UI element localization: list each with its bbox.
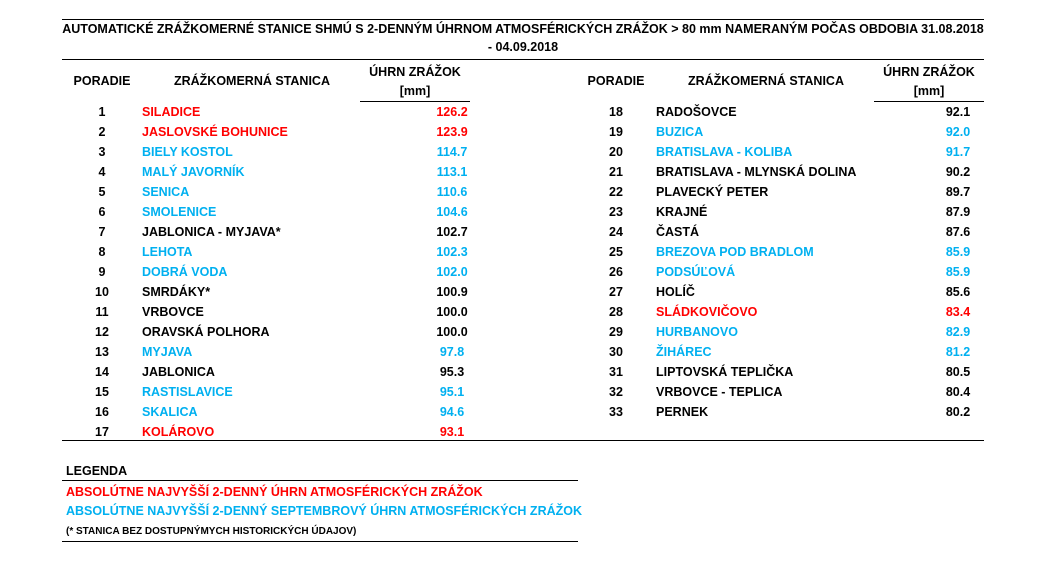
table-row xyxy=(576,362,1016,382)
table-row xyxy=(62,382,502,402)
legend-september: ABSOLÚTNE NAJVYŠŠÍ 2-DENNÝ SEPTEMBROVÝ ÚHRN ATMOSFÉRICKÝCH ZRÁŽOK xyxy=(66,504,583,518)
table-row xyxy=(62,262,502,282)
row-rank: 6 xyxy=(98,205,106,219)
row-value: 82.9 xyxy=(945,325,971,339)
table-row xyxy=(576,382,1016,402)
row-station: JABLONICA xyxy=(142,365,215,379)
table-row xyxy=(576,322,1016,342)
row-value: 100.9 xyxy=(436,285,468,299)
row-value: 80.2 xyxy=(945,405,971,419)
row-station: VRBOVCE xyxy=(142,305,204,319)
row-station: PERNEK xyxy=(656,405,709,419)
row-value: 95.3 xyxy=(439,365,465,379)
table-row xyxy=(576,342,1016,362)
row-station: MYJAVA xyxy=(142,345,193,359)
row-value: 90.2 xyxy=(945,165,971,179)
row-station: BUZICA xyxy=(656,125,704,139)
row-value: 80.5 xyxy=(945,365,971,379)
row-value: 89.7 xyxy=(945,185,971,199)
table-row xyxy=(62,402,502,422)
row-value: 113.1 xyxy=(436,165,468,179)
table-row xyxy=(62,202,502,222)
row-rank: 12 xyxy=(95,325,109,339)
row-station: SMRDÁKY* xyxy=(142,285,211,299)
left-header-station: ZRÁŽKOMERNÁ STANICA xyxy=(173,74,330,88)
left-header-unit: [mm] xyxy=(399,84,431,98)
row-value: 104.6 xyxy=(436,205,468,219)
row-rank: 24 xyxy=(609,225,623,239)
row-value: 85.6 xyxy=(945,285,971,299)
table-row xyxy=(62,142,502,162)
table-row xyxy=(62,282,502,302)
table-row xyxy=(576,102,1016,122)
row-station: HOLÍČ xyxy=(656,285,695,299)
row-value: 91.7 xyxy=(945,145,971,159)
table-row xyxy=(62,302,502,322)
table-row xyxy=(62,182,502,202)
row-rank: 3 xyxy=(98,145,106,159)
table-row xyxy=(62,342,502,362)
row-station: SMOLENICE xyxy=(142,205,217,219)
row-value: 102.3 xyxy=(436,245,468,259)
table-row xyxy=(576,222,1016,242)
table-bottom-rule xyxy=(62,440,984,441)
row-station: BRATISLAVA - KOLIBA xyxy=(656,145,793,159)
table-row xyxy=(576,402,1016,422)
row-value: 87.9 xyxy=(945,205,971,219)
row-rank: 1 xyxy=(98,105,106,119)
right-header-unit: [mm] xyxy=(913,84,945,98)
row-rank: 11 xyxy=(95,305,109,319)
row-station: SLÁDKOVIČOVO xyxy=(656,305,758,319)
row-rank: 16 xyxy=(95,405,109,419)
row-station: KRAJNÉ xyxy=(656,205,708,219)
row-station: RADOŠOVCE xyxy=(656,105,737,119)
left-header-total: ÚHRN ZRÁŽOK xyxy=(369,65,461,79)
legend-note: (* STANICA BEZ DOSTUPNÝMYCH HISTORICKÝCH ÚDAJOV) xyxy=(66,526,357,537)
left-header-rank: PORADIE xyxy=(73,74,131,88)
right-header-station: ZRÁŽKOMERNÁ STANICA xyxy=(687,74,844,88)
row-station: VRBOVCE - TEPLICA xyxy=(656,385,783,399)
row-rank: 25 xyxy=(609,245,623,259)
legend-bottom-rule xyxy=(62,541,578,542)
table-row xyxy=(62,162,502,182)
row-rank: 15 xyxy=(95,385,109,399)
row-station: LEHOTA xyxy=(142,245,193,259)
row-rank: 30 xyxy=(609,345,623,359)
row-value: 114.7 xyxy=(436,145,468,159)
row-station: JASLOVSKÉ BOHUNICE xyxy=(142,125,288,139)
row-rank: 26 xyxy=(609,265,623,279)
title-bottom-rule xyxy=(62,59,984,60)
table-row xyxy=(62,222,502,242)
row-station: MALÝ JAVORNÍK xyxy=(142,165,245,179)
table-row xyxy=(62,362,502,382)
row-value: 123.9 xyxy=(436,125,468,139)
row-station: KOLÁROVO xyxy=(142,425,215,439)
row-station: ČASTÁ xyxy=(656,225,700,239)
legend-record: ABSOLÚTNE NAJVYŠŠÍ 2-DENNÝ ÚHRN ATMOSFÉRICKÝCH ZRÁŽOK xyxy=(66,485,483,499)
row-value: 110.6 xyxy=(436,185,468,199)
row-station: HURBANOVO xyxy=(656,325,738,339)
row-rank: 22 xyxy=(609,185,623,199)
row-rank: 13 xyxy=(95,345,109,359)
row-rank: 14 xyxy=(95,365,109,379)
row-value: 94.6 xyxy=(439,405,465,419)
row-rank: 9 xyxy=(98,265,106,279)
table-row xyxy=(576,242,1016,262)
row-station: ORAVSKÁ POLHORA xyxy=(142,325,270,339)
row-station: SKALICA xyxy=(142,405,198,419)
row-value: 92.1 xyxy=(945,105,971,119)
row-station: PLAVECKÝ PETER xyxy=(656,185,769,199)
right-header-total: ÚHRN ZRÁŽOK xyxy=(883,65,975,79)
row-rank: 7 xyxy=(98,225,106,239)
row-station: SILADICE xyxy=(142,105,201,119)
table-row xyxy=(576,302,1016,322)
right-header-rank: PORADIE xyxy=(587,74,645,88)
row-value: 100.0 xyxy=(436,325,468,339)
row-rank: 33 xyxy=(609,405,623,419)
row-value: 102.0 xyxy=(436,265,468,279)
legend-title: LEGENDA xyxy=(66,464,128,478)
row-rank: 20 xyxy=(609,145,623,159)
row-value: 92.0 xyxy=(945,125,971,139)
table-row xyxy=(576,262,1016,282)
row-value: 102.7 xyxy=(436,225,468,239)
row-station: RASTISLAVICE xyxy=(142,385,233,399)
row-rank: 19 xyxy=(609,125,623,139)
row-value: 80.4 xyxy=(945,385,971,399)
row-rank: 5 xyxy=(98,185,106,199)
row-station: SENICA xyxy=(142,185,190,199)
table-row xyxy=(576,282,1016,302)
row-rank: 28 xyxy=(609,305,623,319)
row-value: 85.9 xyxy=(945,265,971,279)
row-rank: 4 xyxy=(98,165,106,179)
row-rank: 31 xyxy=(609,365,623,379)
row-value: 83.4 xyxy=(945,305,971,319)
row-value: 97.8 xyxy=(439,345,465,359)
row-value: 126.2 xyxy=(436,105,468,119)
row-value: 85.9 xyxy=(945,245,971,259)
row-value: 93.1 xyxy=(439,425,465,439)
row-station: PODSÚĽOVÁ xyxy=(656,265,736,279)
row-rank: 2 xyxy=(98,125,106,139)
page-title: AUTOMATICKÉ ZRÁŽKOMERNÉ STANICE SHMÚ S 2-DENNÝM ÚHRNOM ATMOSFÉRICKÝCH ZRÁŽOK > 80 mm NAMERANÝM POČAS OBDOBIA 31.08.2018 - 04.09.2018 xyxy=(62,22,984,54)
row-rank: 27 xyxy=(609,285,623,299)
row-station: LIPTOVSKÁ TEPLIČKA xyxy=(656,365,794,379)
row-rank: 21 xyxy=(609,165,623,179)
row-value: 100.0 xyxy=(436,305,468,319)
table-row xyxy=(576,142,1016,162)
row-value: 95.1 xyxy=(439,385,465,399)
row-station: BREZOVA POD BRADLOM xyxy=(656,245,814,259)
row-station: JABLONICA - MYJAVA* xyxy=(142,225,281,239)
table-row xyxy=(576,162,1016,182)
row-station: BIELY KOSTOL xyxy=(142,145,233,159)
table-row xyxy=(576,182,1016,202)
row-rank: 23 xyxy=(609,205,623,219)
table-row xyxy=(576,122,1016,142)
table-row xyxy=(62,422,502,442)
table-row xyxy=(62,122,502,142)
table-row xyxy=(576,202,1016,222)
row-value: 87.6 xyxy=(945,225,971,239)
row-rank: 8 xyxy=(98,245,106,259)
row-rank: 32 xyxy=(609,385,623,399)
row-rank: 29 xyxy=(609,325,623,339)
row-rank: 10 xyxy=(95,285,109,299)
table-row xyxy=(62,322,502,342)
row-station: DOBRÁ VODA xyxy=(142,265,228,279)
row-station: BRATISLAVA - MLYNSKÁ DOLINA xyxy=(656,165,857,179)
table-row xyxy=(62,242,502,262)
legend-title-rule xyxy=(62,480,578,481)
row-station: ŽIHÁREC xyxy=(656,345,712,359)
row-rank: 17 xyxy=(95,425,109,439)
table-row xyxy=(62,102,502,122)
row-rank: 18 xyxy=(609,105,623,119)
row-value: 81.2 xyxy=(945,345,971,359)
